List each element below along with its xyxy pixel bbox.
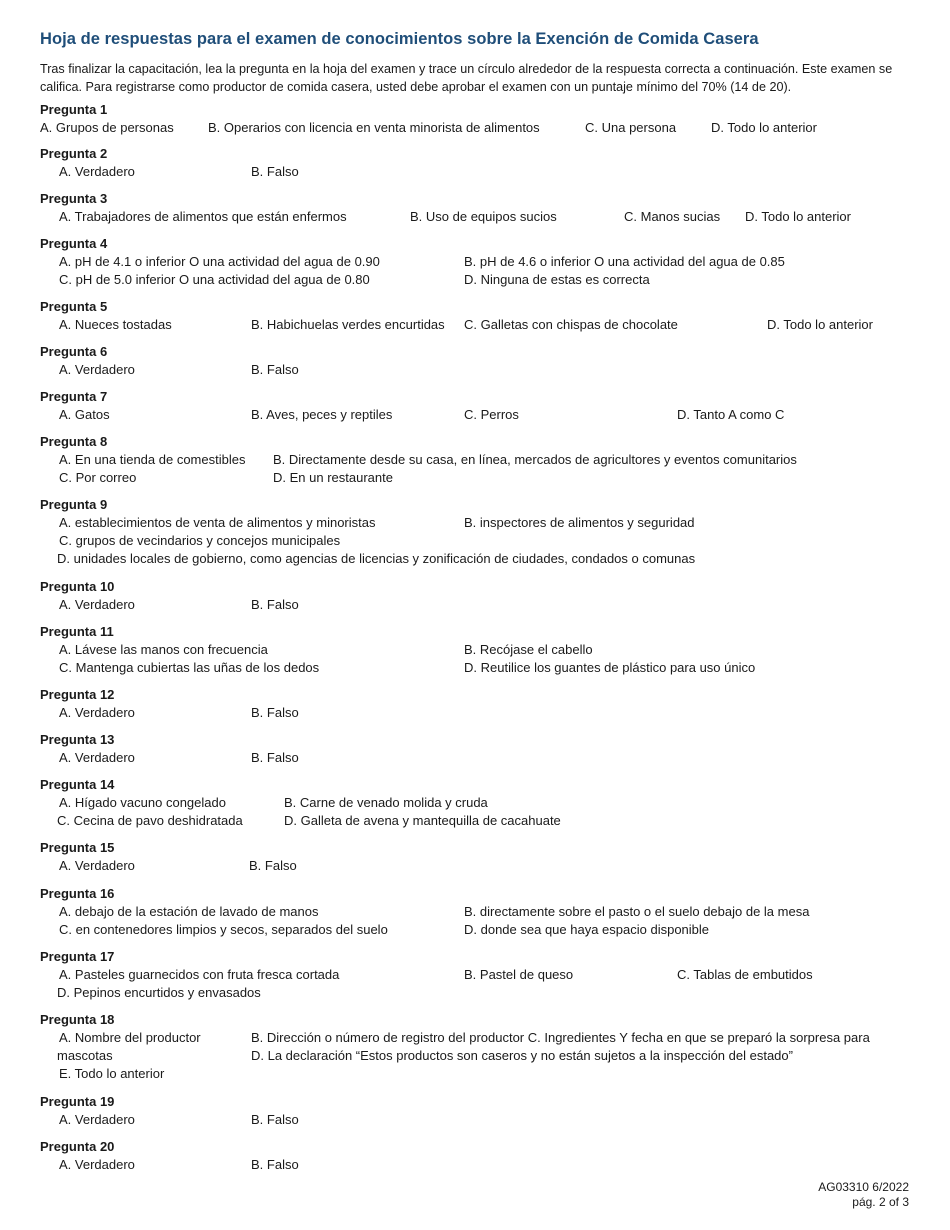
question-8 bbox=[40, 433, 797, 485]
question-9 bbox=[40, 496, 696, 566]
answer-option[interactable]: A. Nueces tostadas bbox=[59, 317, 172, 332]
page-footer bbox=[818, 1180, 909, 1210]
question-label: Pregunta 2 bbox=[40, 146, 108, 161]
question-label: Pregunta 15 bbox=[40, 840, 115, 855]
question-4 bbox=[40, 235, 785, 287]
answer-option[interactable]: B. Pastel de queso bbox=[464, 967, 574, 982]
answer-option[interactable]: D. donde sea que haya espacio disponible bbox=[464, 922, 710, 937]
answer-option[interactable]: A. Nombre del productor bbox=[59, 1030, 201, 1045]
answer-option[interactable]: D. La declaración “Estos productos son caseros y no están sujetos a la inspección del estado” bbox=[251, 1048, 793, 1063]
question-18 bbox=[40, 1011, 870, 1081]
question-label: Pregunta 11 bbox=[40, 624, 114, 639]
form-code: AG03310 6/2022 bbox=[818, 1180, 909, 1194]
answer-option[interactable]: B. Uso de equipos sucios bbox=[410, 209, 557, 224]
question-13 bbox=[40, 731, 299, 765]
question-3 bbox=[40, 190, 851, 224]
answer-option[interactable]: C. pH de 5.0 inferior O una actividad del agua de 0.80 bbox=[59, 272, 370, 287]
answer-option[interactable]: D. Tanto A como C bbox=[677, 407, 785, 422]
answer-option[interactable]: B. Directamente desde su casa, en línea, mercados de agricultores y eventos comunitarios bbox=[273, 452, 797, 467]
answer-option[interactable]: B. Falso bbox=[251, 1112, 299, 1127]
answer-option[interactable]: B. Habichuelas verdes encurtidas bbox=[251, 317, 445, 332]
question-label: Pregunta 4 bbox=[40, 236, 108, 251]
question-label: Pregunta 8 bbox=[40, 434, 108, 449]
answer-option[interactable]: B. Recójase el cabello bbox=[464, 642, 593, 657]
answer-option[interactable]: B. Aves, peces y reptiles bbox=[251, 407, 393, 422]
answer-option[interactable]: B. Carne de venado molida y cruda bbox=[284, 795, 488, 810]
question-12 bbox=[40, 686, 299, 720]
question-14 bbox=[40, 776, 561, 828]
answer-option[interactable]: A. Gatos bbox=[59, 407, 110, 422]
answer-option[interactable]: A. Grupos de personas bbox=[40, 120, 174, 135]
answer-option[interactable]: A. Verdadero bbox=[59, 705, 135, 720]
question-label: Pregunta 6 bbox=[40, 344, 108, 359]
question-label: Pregunta 14 bbox=[40, 777, 115, 792]
answer-option[interactable]: A. Hígado vacuno congelado bbox=[59, 795, 226, 810]
answer-option[interactable]: C. Mantenga cubiertas las uñas de los dedos bbox=[59, 660, 320, 675]
answer-option[interactable]: B. Falso bbox=[251, 597, 299, 612]
question-5 bbox=[40, 298, 873, 332]
question-label: Pregunta 7 bbox=[40, 389, 108, 404]
answer-option[interactable]: D. unidades locales de gobierno, como agencias de licencias y zonificación de ciudades, condados o comunas bbox=[57, 551, 696, 566]
question-label: Pregunta 5 bbox=[40, 299, 108, 314]
question-20 bbox=[40, 1138, 299, 1172]
answer-option[interactable]: C. Tablas de embutidos bbox=[677, 967, 813, 982]
answer-option[interactable]: C. en contenedores limpios y secos, separados del suelo bbox=[59, 922, 388, 937]
answer-option[interactable]: A. Verdadero bbox=[59, 750, 135, 765]
answer-option[interactable]: C. Perros bbox=[464, 407, 519, 422]
answer-option[interactable]: D. Reutilice los guantes de plástico para uso único bbox=[464, 660, 756, 675]
answer-option[interactable]: B. Falso bbox=[251, 705, 299, 720]
answer-option[interactable]: A. Verdadero bbox=[59, 597, 135, 612]
answer-option[interactable]: D. Ninguna de estas es correcta bbox=[464, 272, 650, 287]
intro-paragraph: Tras finalizar la capacitación, lea la pregunta en la hoja del examen y trace un círculo alrededor de la respuesta correcta a continuación. Este examen se califica. Para registrarse como productor de comida casera, usted debe aprobar el examen con un puntaje mínimo del 70% (14 de 20). bbox=[40, 62, 893, 94]
question-label: Pregunta 19 bbox=[40, 1094, 115, 1109]
answer-option[interactable]: B. Falso bbox=[251, 1157, 299, 1172]
answer-option[interactable]: A. Verdadero bbox=[59, 362, 135, 377]
answer-option[interactable]: C. Galletas con chispas de chocolate bbox=[464, 317, 678, 332]
question-label: Pregunta 13 bbox=[40, 732, 115, 747]
question-11 bbox=[40, 623, 756, 675]
question-label: Pregunta 3 bbox=[40, 191, 108, 206]
answer-option[interactable]: D. Galleta de avena y mantequilla de cacahuate bbox=[284, 813, 561, 828]
answer-option[interactable]: A. Verdadero bbox=[59, 1157, 135, 1172]
answer-option[interactable]: A. Lávese las manos con frecuencia bbox=[59, 642, 268, 657]
answer-option[interactable]: C. Una persona bbox=[585, 120, 677, 135]
question-16 bbox=[40, 885, 810, 937]
question-label: Pregunta 10 bbox=[40, 579, 115, 594]
answer-option[interactable]: D. En un restaurante bbox=[273, 470, 393, 485]
answer-option[interactable]: A. establecimientos de venta de alimentos y minoristas bbox=[59, 515, 376, 530]
answer-option[interactable]: B. Dirección o número de registro del productor C. Ingredientes Y fecha en que se preparó la sorpresa para bbox=[251, 1030, 870, 1045]
answer-option[interactable]: B. Falso bbox=[251, 164, 299, 179]
answer-option[interactable]: C. Manos sucias bbox=[624, 209, 721, 224]
page-title: Hoja de respuestas para el examen de conocimientos sobre la Exención de Comida Casera bbox=[40, 30, 759, 48]
answer-option[interactable]: B. inspectores de alimentos y seguridad bbox=[464, 515, 695, 530]
question-17 bbox=[40, 948, 813, 1000]
answer-option[interactable]: C. grupos de vecindarios y concejos municipales bbox=[59, 533, 341, 548]
question-6 bbox=[40, 343, 299, 377]
answer-option[interactable]: B. Operarios con licencia en venta minorista de alimentos bbox=[208, 120, 540, 135]
question-15 bbox=[40, 839, 297, 873]
answer-option-continuation: mascotas bbox=[57, 1048, 113, 1063]
answer-option[interactable]: A. Verdadero bbox=[59, 858, 135, 873]
answer-option[interactable]: D. Todo lo anterior bbox=[745, 209, 851, 224]
answer-option[interactable]: B. Falso bbox=[249, 858, 297, 873]
question-19 bbox=[40, 1093, 299, 1127]
question-label: Pregunta 18 bbox=[40, 1012, 115, 1027]
answer-option[interactable]: A. Verdadero bbox=[59, 1112, 135, 1127]
answer-option[interactable]: A. Verdadero bbox=[59, 164, 135, 179]
answer-option[interactable]: A. Trabajadores de alimentos que están enfermos bbox=[59, 209, 347, 224]
answer-option[interactable]: B. directamente sobre el pasto o el suelo debajo de la mesa bbox=[464, 904, 810, 919]
question-label: Pregunta 9 bbox=[40, 497, 108, 512]
answer-option[interactable]: E. Todo lo anterior bbox=[59, 1066, 165, 1081]
question-7 bbox=[40, 388, 785, 422]
answer-option[interactable]: D. Pepinos encurtidos y envasados bbox=[57, 985, 261, 1000]
question-10 bbox=[40, 578, 299, 612]
question-label: Pregunta 17 bbox=[40, 949, 115, 964]
question-label: Pregunta 20 bbox=[40, 1139, 115, 1154]
page-number: pág. 2 of 3 bbox=[852, 1195, 909, 1209]
answer-option[interactable]: B. pH de 4.6 o inferior O una actividad del agua de 0.85 bbox=[464, 254, 785, 269]
answer-option[interactable]: A. Pasteles guarnecidos con fruta fresca cortada bbox=[59, 967, 340, 982]
answer-option[interactable]: D. Todo lo anterior bbox=[711, 120, 817, 135]
answer-option[interactable]: D. Todo lo anterior bbox=[767, 317, 873, 332]
answer-option[interactable]: B. Falso bbox=[251, 362, 299, 377]
question-label: Pregunta 16 bbox=[40, 886, 115, 901]
question-2 bbox=[40, 145, 299, 179]
answer-option[interactable]: A. En una tienda de comestibles bbox=[59, 452, 246, 467]
answer-option[interactable]: A. pH de 4.1 o inferior O una actividad del agua de 0.90 bbox=[59, 254, 380, 269]
answer-option[interactable]: C. Por correo bbox=[59, 470, 137, 485]
question-1 bbox=[40, 101, 817, 135]
question-label: Pregunta 12 bbox=[40, 687, 115, 702]
question-label: Pregunta 1 bbox=[40, 102, 108, 117]
answer-option[interactable]: C. Cecina de pavo deshidratada bbox=[57, 813, 243, 828]
answer-option[interactable]: A. debajo de la estación de lavado de manos bbox=[59, 904, 319, 919]
answer-option[interactable]: B. Falso bbox=[251, 750, 299, 765]
